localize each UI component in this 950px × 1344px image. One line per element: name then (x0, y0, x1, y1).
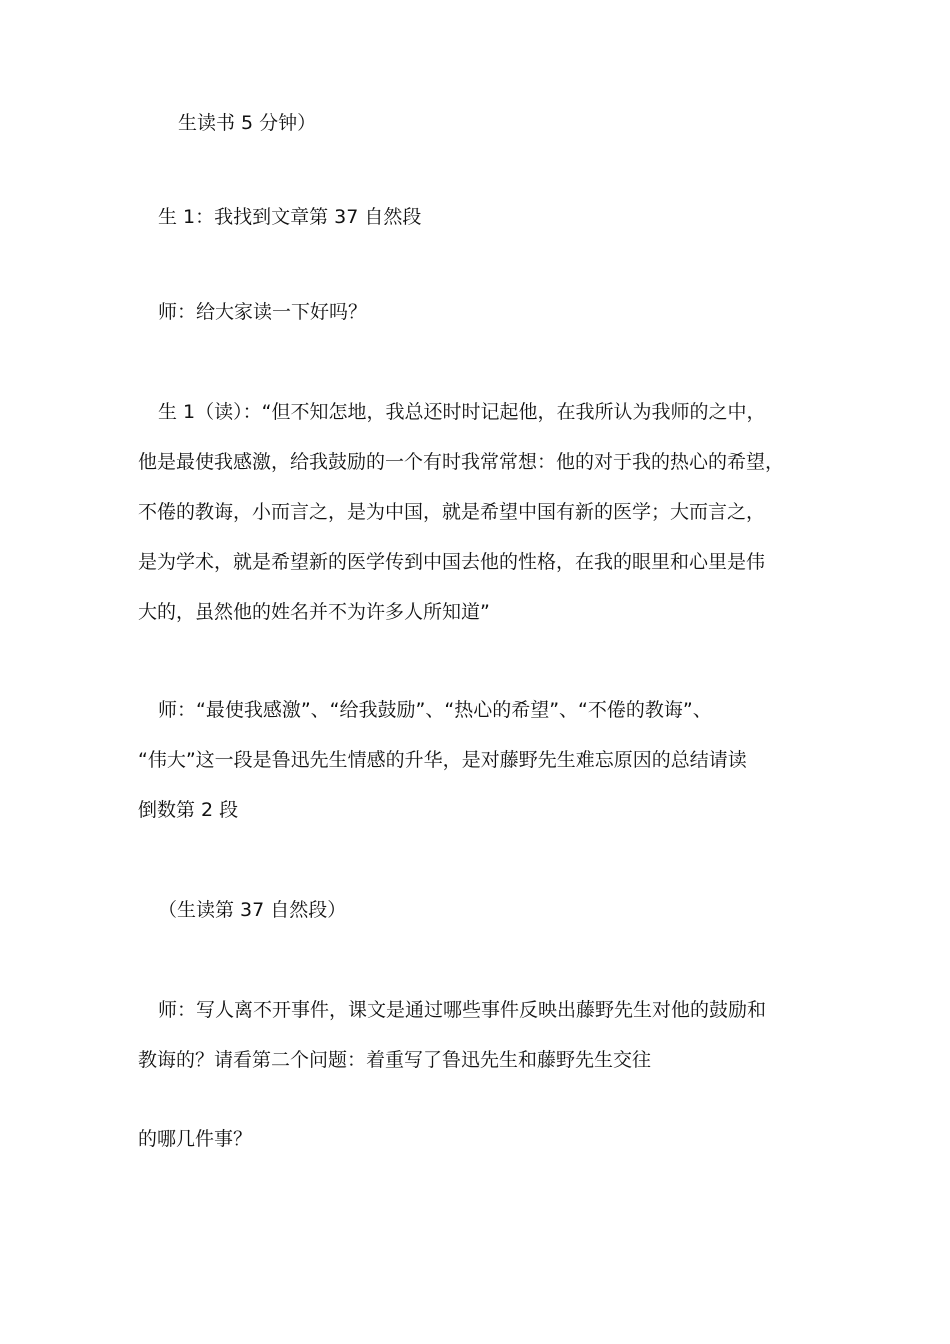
paragraph-student-1-found (138, 192, 848, 242)
text-line: 的哪几件事？ (138, 1128, 253, 1150)
paragraph-teacher-summary (138, 685, 828, 835)
paragraph-student-reads (138, 885, 848, 935)
paragraph-teacher-ask-read (138, 287, 848, 337)
text-line: 生 1（读）：“但不知怎地，我总还时时记起他，在我所认为我师的之中， (158, 401, 766, 423)
text-line: 大的，虽然他的姓名并不为许多人所知道” (138, 601, 490, 623)
text-line: 倒数第 2 段 (138, 799, 239, 821)
paragraph-reading-time (138, 98, 868, 148)
text-line: 生 1：我找到文章第 37 自然段 (158, 206, 422, 228)
text-line: 是为学术，就是希望新的医学传到中国去他的性格，在我的眼里和心里是伟 (138, 551, 766, 573)
text-line: “伟大”这一段是鲁迅先生情感的升华，是对藤野先生难忘原因的总结请读 (138, 749, 747, 771)
paragraph-question-end (138, 1114, 828, 1164)
text-line: （生读第 37 自然段） (158, 899, 347, 921)
paragraph-teacher-question (138, 985, 828, 1085)
text-line: 生读书 5 分钟） (178, 112, 317, 134)
text-line: 他是最使我感激，给我鼓励的一个有时我常常想：他的对于我的热心的希望， (138, 451, 785, 473)
text-line: 师：写人离不开事件，课文是通过哪些事件反映出藤野先生对他的鼓励和 (158, 999, 767, 1021)
text-line: 师：给大家读一下好吗？ (158, 301, 368, 323)
text-line: 不倦的教诲，小而言之，是为中国，就是希望中国有新的医学；大而言之， (138, 501, 766, 523)
paragraph-student-1-reading (138, 387, 828, 637)
text-line: 师：“最使我感激”、“给我鼓励”、“热心的希望”、“不倦的教诲”、 (158, 699, 712, 721)
text-line: 教诲的？请看第二个问题：着重写了鲁迅先生和藤野先生交往 (138, 1049, 652, 1071)
